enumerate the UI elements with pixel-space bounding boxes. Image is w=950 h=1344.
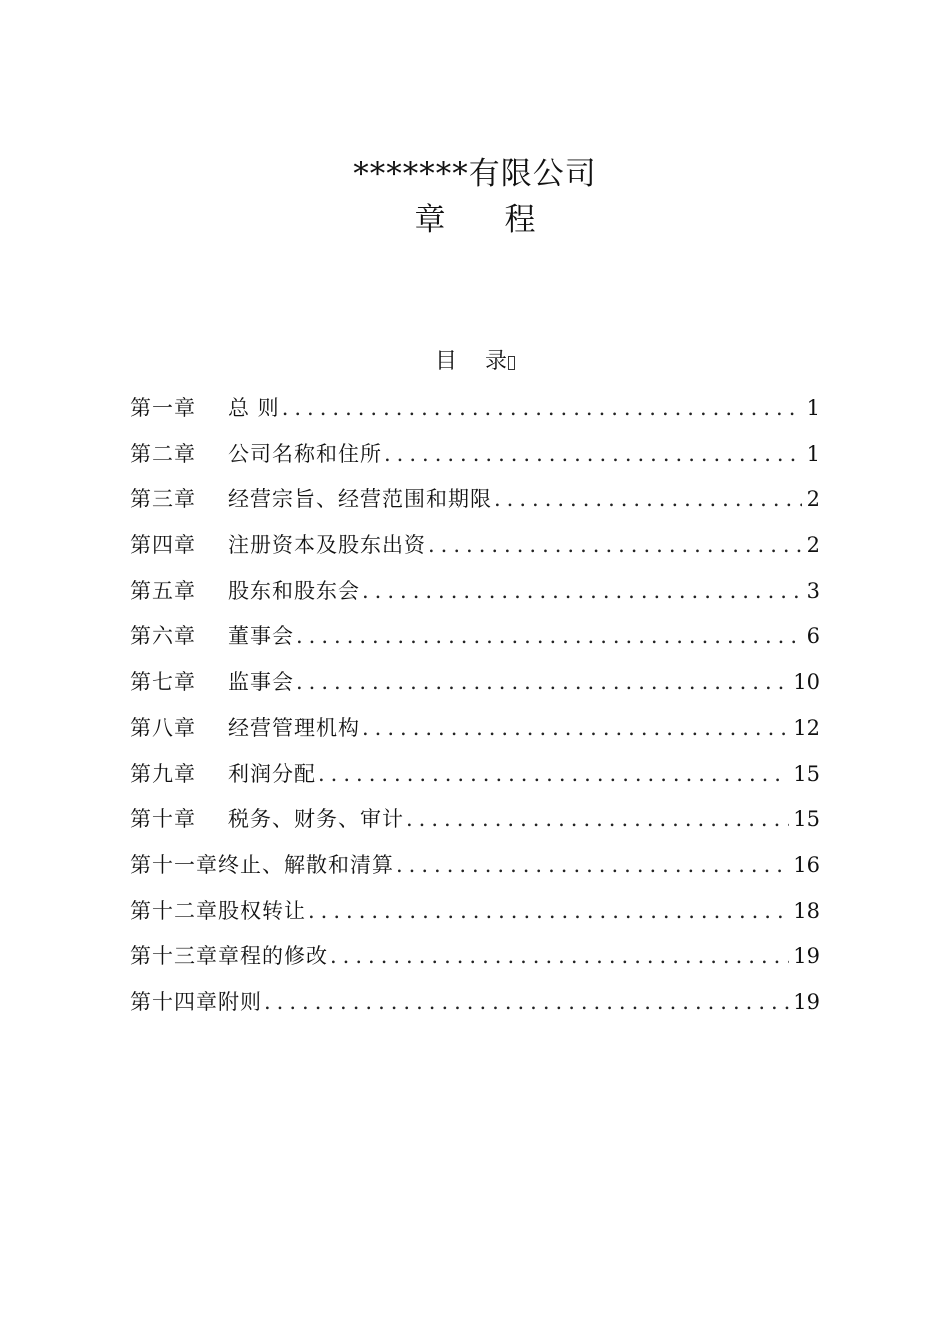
toc-page-number: 1 [806,396,820,420]
toc-entry[interactable] [130,477,820,523]
toc-leader-dots [384,432,802,478]
toc-title: 税务、财务、审计 [228,807,404,832]
toc-entry[interactable] [130,706,820,752]
toc-leader-dots [396,843,789,889]
toc-leader-dots [362,569,802,615]
toc-chapter: 第一章 [130,396,196,420]
table-of-contents [130,386,820,1026]
toc-chapter: 第九章 [130,761,196,786]
toc-title: 公司名称和住所 [228,441,382,466]
toc-title: 监事会 [228,670,294,695]
toc-chapter: 第四章 [130,533,196,558]
toc-entry[interactable] [130,386,820,432]
toc-entry[interactable] [130,569,820,615]
document-title: 章 程 [414,202,536,238]
toc-page-number: 12 [793,715,820,740]
toc-page-number: 19 [793,989,820,1014]
toc-leader-dots [296,614,802,660]
toc-leader-dots [264,980,789,1026]
toc-title: 终止、解散和清算 [218,852,394,877]
toc-entry[interactable] [130,980,820,1026]
toc-leader-dots [330,934,789,980]
toc-entry[interactable] [130,432,820,478]
toc-title: 总 则 [228,396,280,420]
toc-chapter: 第十二章 [130,898,218,923]
toc-title: 附则 [218,989,262,1014]
toc-leader-dots [296,660,789,706]
toc-leader-dots [406,797,789,843]
toc-entry[interactable] [130,660,820,706]
toc-leader-dots [428,523,802,569]
toc-title: 章程的修改 [218,944,328,969]
toc-title: 股权转让 [218,898,306,923]
toc-leader-dots [494,477,802,523]
toc-chapter: 第十三章 [130,944,218,969]
toc-page-number: 1 [806,441,820,466]
toc-title: 董事会 [228,624,294,649]
toc-title: 利润分配 [228,761,316,786]
toc-chapter: 第三章 [130,487,196,512]
toc-page-number: 16 [793,852,820,877]
toc-page-number: 2 [806,487,820,512]
toc-entry[interactable] [130,523,820,569]
toc-entry[interactable] [130,614,820,660]
toc-title: 注册资本及股东出资 [228,533,426,558]
toc-heading-text: 目 录 [435,349,507,374]
toc-entry[interactable] [130,797,820,843]
toc-page-number: 15 [793,761,820,786]
toc-chapter: 第十一章 [130,852,218,877]
company-title: *******有限公司 [353,156,597,192]
toc-heading [0,344,950,380]
toc-leader-dots [362,706,789,752]
toc-entry[interactable] [130,752,820,798]
toc-page-number: 19 [793,944,820,969]
toc-chapter: 第六章 [130,624,196,649]
toc-title: 经营管理机构 [228,715,360,740]
toc-chapter: 第七章 [130,670,196,695]
toc-page-number: 6 [806,624,820,649]
toc-chapter: 第二章 [130,441,196,466]
toc-page-number: 3 [806,578,820,603]
toc-page-number: 15 [793,807,820,832]
toc-chapter: 第十四章 [130,989,218,1014]
toc-entry[interactable] [130,843,820,889]
toc-chapter: 第八章 [130,715,196,740]
toc-leader-dots [318,752,789,798]
toc-entry[interactable] [130,889,820,935]
toc-title: 经营宗旨、经营范围和期限 [228,487,492,512]
toc-page-number: 18 [793,898,820,923]
toc-leader-dots [282,386,802,432]
toc-chapter: 第十章 [130,807,196,832]
toc-leader-dots [308,889,789,935]
toc-chapter: 第五章 [130,578,196,603]
placeholder-glyph-icon [508,356,515,370]
toc-title: 股东和股东会 [228,578,360,603]
toc-page-number: 2 [806,533,820,558]
toc-page-number: 10 [793,670,820,695]
toc-entry[interactable] [130,934,820,980]
